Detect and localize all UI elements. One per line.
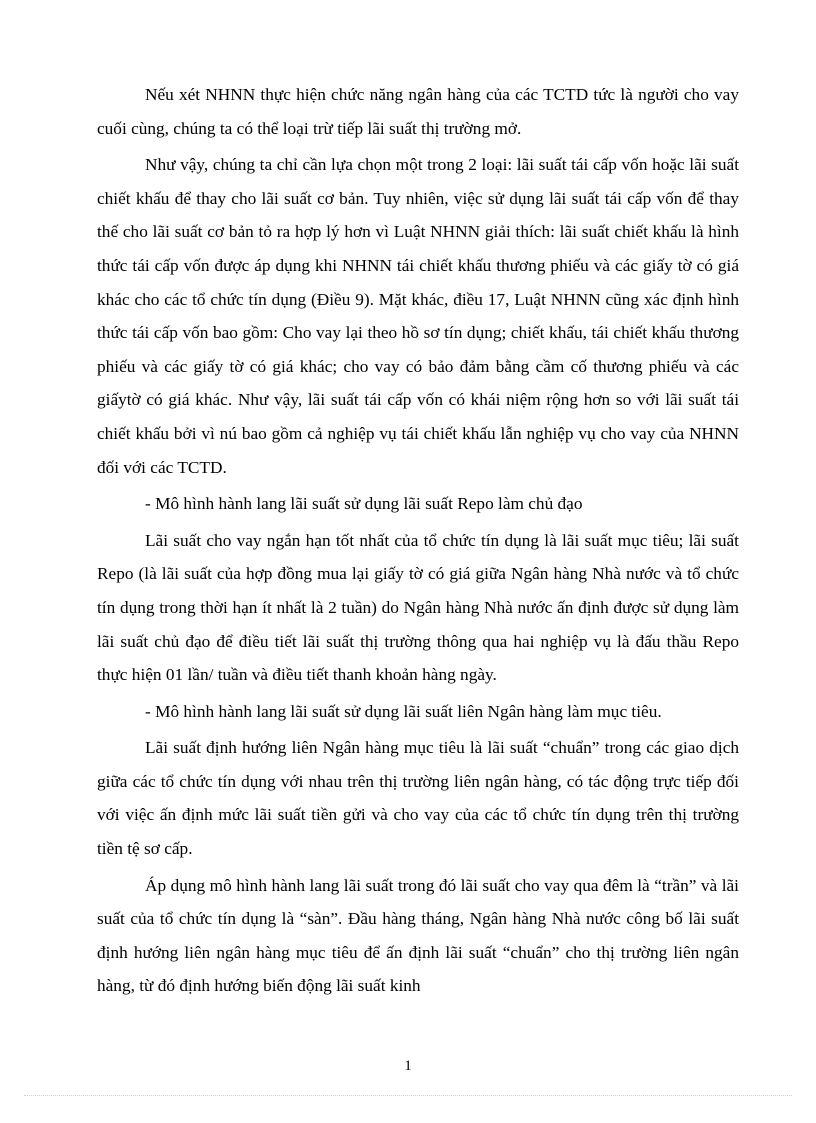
paragraph-interbank-rate: Lãi suất định hướng liên Ngân hàng mục tiêu là lãi suất “chuẩn” trong các giao dịch giữa các tổ chức tín dụng với nhau trên thị trường liên ngân hàng, có tác động trực tiếp đối với việc ấn định mức lãi suất tiền gửi và cho vay của các tổ chức tín dụng trên thị trường tiền tệ sơ cấp.	[97, 738, 739, 859]
footer-divider	[24, 1095, 792, 1096]
paragraph-refinancing-rate: Như vậy, chúng ta chỉ cần lựa chọn một trong 2 loại: lãi suất tái cấp vốn hoặc lãi suất chiết khấu để thay cho lãi suất cơ bản. Tuy nhiên, việc sử dụng lãi suất tái cấp vốn để thay thế cho lãi suất cơ bản tỏ ra hợp lý hơn vì Luật NHNN giải thích: lãi suất chiết khấu là hình thức tái cấp vốn được áp dụng khi NHNN tái chiết khấu thương phiếu và các giấy tờ có giá khác cho các tổ chức tín dụng (Điều 9). Mặt khác, điều 17, Luật NHNN cũng xác định hình thức tái cấp vốn bao gồm: Cho vay lại theo hồ sơ tín dụng; chiết khấu, tái chiết khấu thương phiếu và các giấy tờ có giá khác; cho vay có bảo đảm bằng cầm cố thương phiếu và các giấytờ có giá khác. Như vậy, lãi suất tái cấp vốn có khái niệm rộng hơn so với lãi suất tái chiết khấu bởi vì nú bao gồm cả nghiệp vụ tái chiết khấu lẫn nghiệp vụ cho vay của NHNN đối với các TCTD.	[97, 155, 739, 477]
document-page	[97, 78, 739, 1006]
paragraph-corridor-application: Áp dụng mô hình hành lang lãi suất trong đó lãi suất cho vay qua đêm là “trần” và lãi suất của tổ chức tín dụng là “sàn”. Đầu hàng tháng, Ngân hàng Nhà nước công bố lãi suất định hướng liên ngân hàng mục tiêu để ấn định lãi suất “chuẩn” cho thị trường liên ngân hàng, từ đó định hướng biến động lãi suất kinh	[97, 875, 739, 996]
paragraph-market-rate: Nếu xét NHNN thực hiện chức năng ngân hàng của các TCTD tức là người cho vay cuối cùng, chúng ta có thể loại trừ tiếp lãi suất thị trường mở.	[97, 85, 739, 138]
heading-interbank-model: - Mô hình hành lang lãi suất sử dụng lãi suất liên Ngân hàng làm mục tiêu.	[145, 701, 662, 721]
page-number: 1	[404, 1058, 412, 1074]
paragraph-repo-rate: Lãi suất cho vay ngắn hạn tốt nhất của tổ chức tín dụng là lãi suất mục tiêu; lãi suất Repo (là lãi suất của hợp đồng mua lại giấy tờ có giá giữa Ngân hàng Nhà nước và tổ chức tín dụng trong thời hạn ít nhất là 2 tuần) do Ngân hàng Nhà nước ấn định được sử dụng làm lãi suất chủ đạo để điều tiết lãi suất thị trường thông qua hai nghiệp vụ là đấu thầu Repo thực hiện 01 lần/ tuần và điều tiết thanh khoản hàng ngày.	[97, 530, 739, 685]
heading-repo-model: - Mô hình hành lang lãi suất sử dụng lãi suất Repo làm chủ đạo	[145, 494, 583, 514]
